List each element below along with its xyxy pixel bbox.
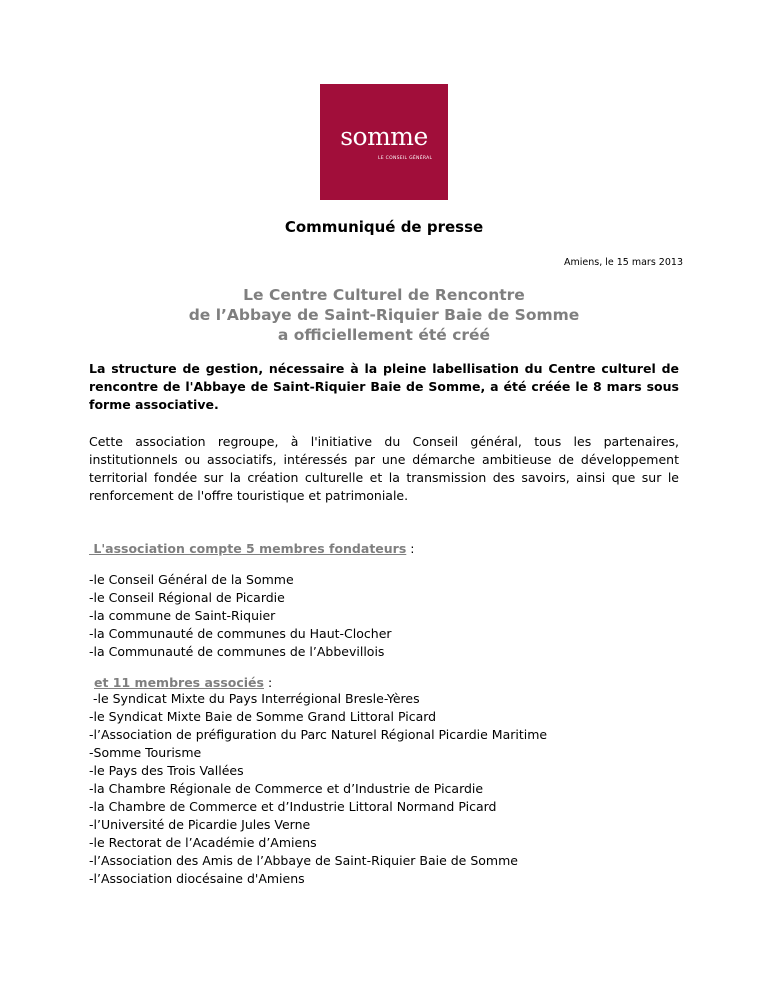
founders-list [89,571,392,661]
list-item: -l’Association diocésaine d'Amiens [89,871,305,886]
associates-heading-colon: : [263,675,273,690]
body-paragraph: Cette association regroupe, à l'initiative du Conseil général, tous les partenaires, institutionnels ou associatifs, intéressés par une démarche ambitieuse de développement territorial fondée sur la création culturelle et la transmission des savoirs, ainsi que sur le renforcement de l'offre touristique et patrimoniale. [89,434,679,503]
lead-paragraph: La structure de gestion, nécessaire à la pleine labellisation du Centre culturel de rencontre de l'Abbaye de Saint-Riquier Baie de Somme, a été créée le 8 mars sous forme associative. [89,361,679,412]
list-item: -la Communauté de communes du Haut-Clocher [89,626,392,641]
headline-line-1: Le Centre Culturel de Rencontre [243,286,525,304]
list-item: -la Communauté de communes de l’Abbevillois [89,644,385,659]
list-item: -le Conseil Général de la Somme [89,572,294,587]
list-item: -le Rectorat de l’Académie d’Amiens [89,835,317,850]
list-item: -Somme Tourisme [89,745,202,760]
list-item: -la Chambre de Commerce et d’Industrie Littoral Normand Picard [89,799,497,814]
logo-subtitle: LE CONSEIL GÉNÉRAL [378,156,433,161]
headline-line-3: a officiellement été créé [277,326,491,344]
list-item: -l’Association de préfiguration du Parc Naturel Régional Picardie Maritime [89,727,548,742]
list-item: -la Chambre Régionale de Commerce et d’Industrie de Picardie [89,781,484,796]
founders-heading-text: L'association compte 5 membres fondateurs [89,541,407,556]
list-item: -le Conseil Régional de Picardie [89,590,285,605]
logo-wordmark: somme [340,122,428,151]
somme-logo [320,84,448,200]
headline [0,285,768,345]
list-item: -le Pays des Trois Vallées [89,763,244,778]
founders-heading-colon: : [406,541,415,556]
document-date: Amiens, le 15 mars 2013 [564,257,683,268]
list-item: -la commune de Saint-Riquier [89,608,276,623]
headline-line-2: de l’Abbaye de Saint-Riquier Baie de Somme [188,306,580,324]
list-item: -l’Association des Amis de l’Abbaye de Saint-Riquier Baie de Somme [89,853,518,868]
document-title: Communiqué de presse [284,218,484,236]
founders-heading [89,540,414,558]
associates-list [89,690,547,888]
list-item: -l’Université de Picardie Jules Verne [89,817,311,832]
associates-heading-text: et 11 membres associés [94,675,264,690]
list-item: -le Syndicat Mixte du Pays Interrégional Bresle-Yères [89,691,420,706]
list-item: -le Syndicat Mixte Baie de Somme Grand Littoral Picard [89,709,437,724]
